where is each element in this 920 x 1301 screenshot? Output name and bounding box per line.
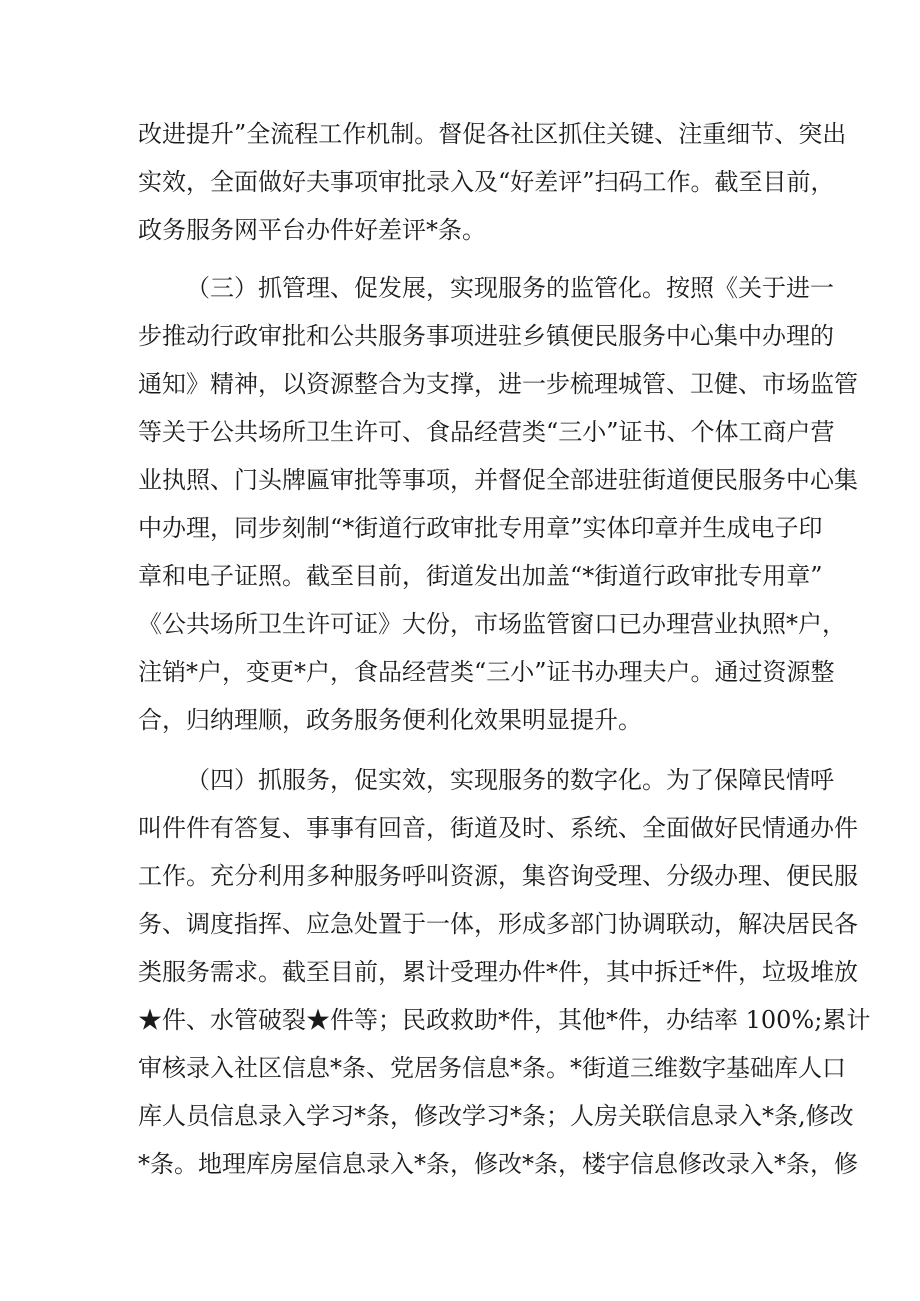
paragraph-line: 中办理，同步刻制“*街道行政审批专用章”实体印章并生成电子印 (138, 514, 823, 542)
section-heading-line: （四）抓服务，促实效，实现服务的数字化。为了保障民情呼 (186, 766, 834, 794)
paragraph-line: 叫件件有答复、事事有回音，街道及时、系统、全面做好民情通办件 (138, 814, 858, 842)
paragraph-line: 务、调度指挥、应急处置于一体，形成多部门协调联动，解决居民各 (138, 910, 858, 938)
paragraph-line: 等关于公共场所卫生许可、食品经营类“三小”证书、个体工商户营 (138, 418, 835, 446)
paragraph-line: 业执照、门头牌匾审批等事项，并督促全部进驻街道便民服务中心集 (138, 466, 858, 494)
paragraph-line: 通知》精神，以资源整合为支撑，进一步梳理城管、卫健、市场监管 (138, 370, 858, 398)
paragraph-line: 政务服务网平台办件好差评*条。 (138, 216, 486, 244)
paragraph-line: 改进提升”全流程工作机制。督促各社区抓住关键、注重细节、突出 (138, 120, 847, 148)
paragraph-line: 注销*户，变更*户，食品经营类“三小”证书办理夫户。通过资源整 (138, 658, 835, 686)
paragraph-line: 审核录入社区信息*条、党居务信息*条。*街道三维数字基础库人口 (138, 1054, 846, 1082)
paragraph-line: 步推动行政审批和公共服务事项进驻乡镇便民服务中心集中办理的 (138, 322, 834, 350)
paragraph-line: 实效，全面做好夫事项审批录入及“好差评”扫码工作。截至目前， (138, 168, 835, 196)
paragraph-line: 《公共场所卫生许可证》大份，市场监管窗口已办理营业执照*户， (138, 610, 846, 638)
paragraph-line: 库人员信息录入学习*条，修改学习*条；人房关联信息录入*条,修改 (138, 1102, 854, 1130)
paragraph-line: *条。地理库房屋信息录入*条，修改*条，楼宇信息修改录入*条，修 (138, 1150, 858, 1178)
paragraph-line: 章和电子证照。截至目前，街道发出加盖“*街道行政审批专用章” (138, 562, 823, 590)
paragraph-line: 合，归纳理顺，政务服务便利化效果明显提升。 (138, 706, 642, 734)
paragraph-line: 类服务需求。截至目前，累计受理办件*件，其中拆迁*件，垃圾堆放 (138, 958, 858, 986)
paragraph-line: ★件、水管破裂★件等；民政救助*件，其他*件，办结率 100%;累计 (138, 1006, 871, 1034)
paragraph-line: 工作。充分利用多种服务呼叫资源，集咨询受理、分级办理、便民服 (138, 862, 858, 890)
section-heading-line: （三）抓管理、促发展，实现服务的监管化。按照《关于进一 (186, 274, 834, 302)
